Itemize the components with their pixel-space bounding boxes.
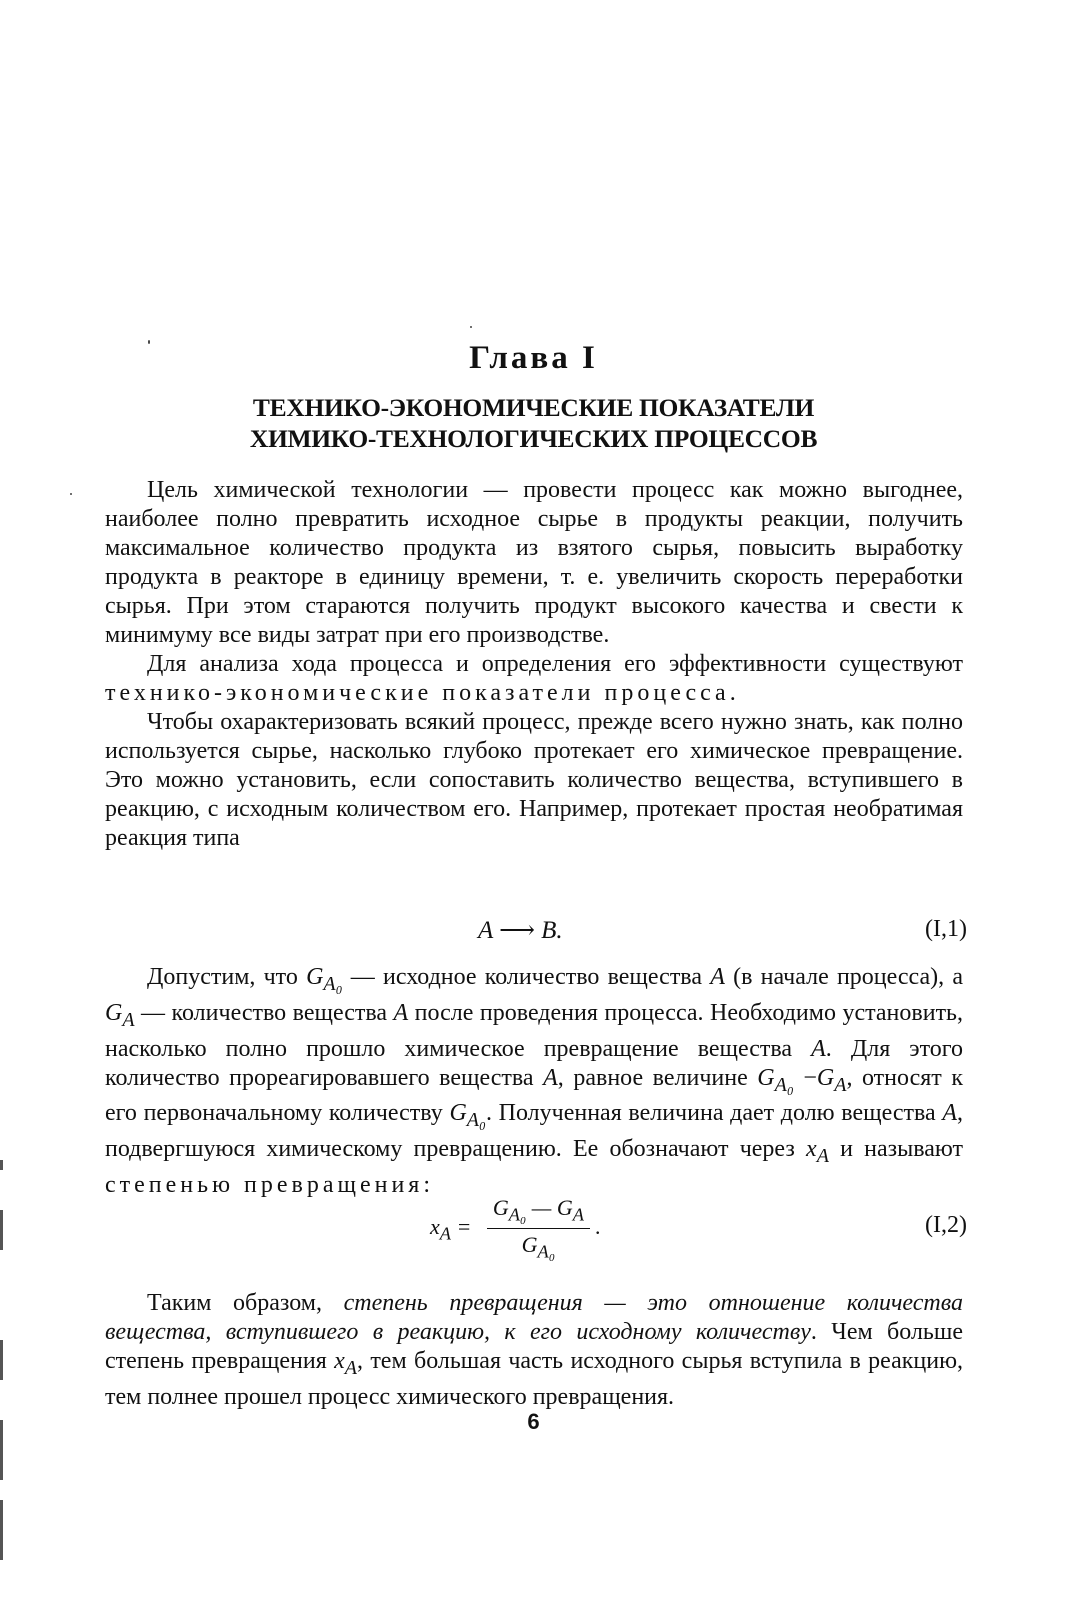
scan-speck xyxy=(70,493,72,495)
text-block-conclusion xyxy=(105,1289,963,1412)
chapter-title: Глава I xyxy=(469,340,598,376)
chapter-heading-line-2: ХИМИКО-ТЕХНОЛОГИЧЕСКИХ ПРОЦЕССОВ xyxy=(249,424,818,453)
chapter-heading-line-1: ТЕХНИКО-ЭКОНОМИЧЕСКИЕ ПОКАЗАТЕЛИ xyxy=(252,393,815,422)
paragraph-goal: Цель химической технологии — провести процесс как можно выгоднее, наиболее полно превратить исходное сырье в продукты реакции, получить максимальное количество продукта из взятого сырья, повысить выработку продукта в реакторе в единицу времени, т. е. увеличить скорость переработки сырья. При этом стараются получить продукт высокого качества и свести к минимуму все виды затрат при его производстве. xyxy=(105,477,963,648)
spaced-term: степенью превращения xyxy=(105,1171,424,1198)
spaced-term: технико-экономические показатели процесса xyxy=(105,680,730,706)
paragraph-indicators: Для анализа хода процесса и определения его эффективности существуют технико-экономические показатели процесса. xyxy=(105,651,963,706)
formula-conversion-degree: $x_A$ = $\frac{G_{A_0} — G_A}{G_{A_0}}$ . xyxy=(430,1195,601,1262)
fraction-denominator: $G_{A_0}$ xyxy=(521,1232,556,1262)
scan-edge-mark xyxy=(0,1210,3,1250)
equation-number-2: (I,2) xyxy=(925,1212,967,1238)
paragraph-conversion: Допустим, что $G_{A_0}$ — исходное количество вещества A (в начале процесса), а $G_A$ — количество вещества A после проведения процесса. Необходимо установить, насколько полно прошло химическое превращение вещества A. Для этого количество прореагировавшего вещества A, равное величине $G_{A_0} -G_A$, относят к его первоначальному количеству $G_{A_0}$. Полученная величина дает долю вещества A, подвергшуюся химическому превращению. Ее обозначают через $x_A$ и называют степенью превращения: xyxy=(105,964,963,1198)
scan-edge-mark xyxy=(0,1160,3,1170)
scan-edge-mark xyxy=(0,1500,3,1560)
page-number: 6 xyxy=(527,1409,540,1434)
text-block-definition xyxy=(105,963,963,1200)
scan-speck xyxy=(470,326,472,328)
paragraph-characterize: Чтобы охарактеризовать всякий процесс, прежде всего нужно знать, как полно используется сырье, насколько глубоко протекает его химическое превращение. Это можно установить, если сопоставить количество вещества, вступившего в реакцию, с исходным количеством его. Например, протекает простая необратимая реакция типа xyxy=(105,709,963,851)
formula-reaction: A ⟶ B. xyxy=(478,917,563,944)
fraction-numerator: $G_{A_0}$ — $G_A$ xyxy=(487,1195,590,1229)
scan-edge-mark xyxy=(0,1340,3,1380)
italic-definition: степень превращения — это отношение количества вещества, вступившего в реакцию, к его исходному количеству xyxy=(105,1290,963,1345)
equation-number-1: (I,1) xyxy=(925,916,967,942)
text-block-intro xyxy=(105,476,963,853)
paragraph-summary: Таким образом, степень превращения — это отношение количества вещества, вступившего в реакцию, к его исходному количеству. Чем больше степень превращения $x_A$, тем большая часть исходного сырья вступила в реакцию, тем полнее прошел процесс химического превращения. xyxy=(105,1290,964,1410)
fraction xyxy=(487,1195,590,1263)
